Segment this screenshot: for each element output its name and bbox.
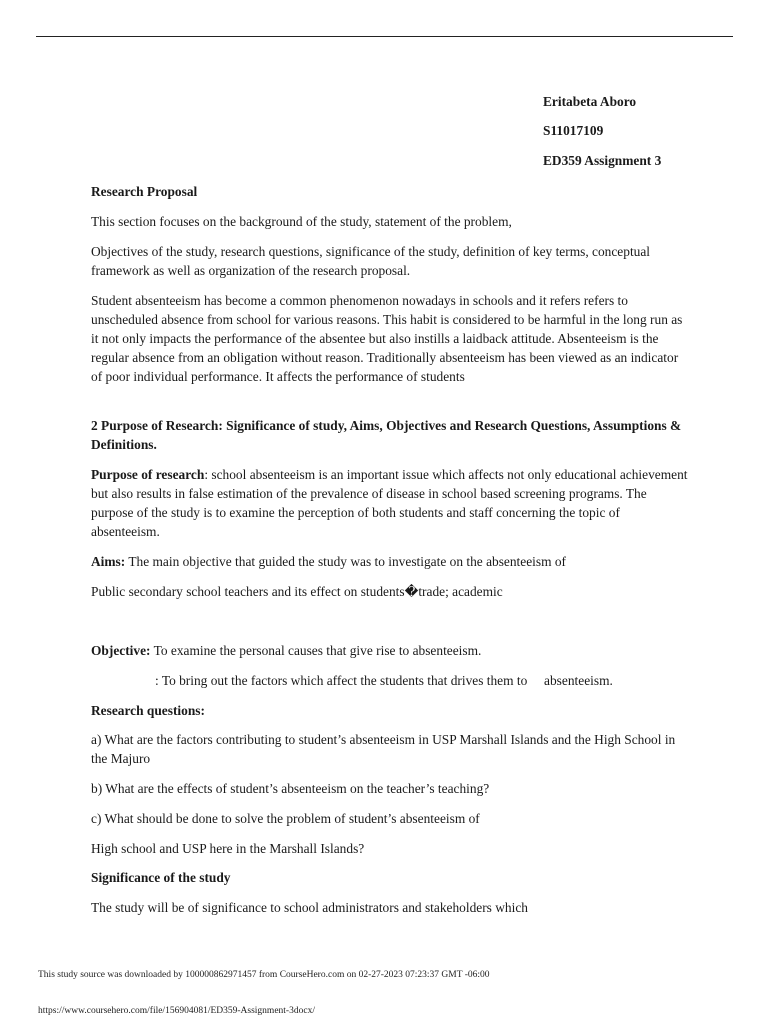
question-a: a) What are the factors contributing to student’s absenteeism in USP Marshall Islands and the High School in the Majuro (91, 732, 676, 766)
para-significance: The study will be of significance to school administrators and stakeholders which (91, 900, 528, 915)
heading-purpose: 2 Purpose of Research: Significance of study, Aims, Objectives and Research Questions, Assumptions & Definitions. (91, 418, 682, 452)
para-objectives: Objectives of the study, research questions, significance of the study, definition of key terms, conceptual framework as well as organization of the research proposal. (91, 244, 651, 278)
source-note: This study source was downloaded by 100000862971457 from CourseHero.com on 02-27-2023 07:23:37 GMT -06:00 (38, 970, 490, 980)
para-objective-2: : To bring out the factors which affect the students that drives them to absenteeism. (155, 673, 613, 688)
para-purpose (91, 465, 691, 541)
para-intro: This section focuses on the background of the study, statement of the problem, (91, 214, 512, 229)
author-name: Eritabeta Aboro (543, 94, 637, 109)
top-rule (36, 36, 733, 37)
student-id: S11017109 (543, 123, 604, 138)
heading-research-questions: Research questions: (91, 703, 205, 718)
heading-research-proposal: Research Proposal (91, 184, 198, 199)
aims-text: The main objective that guided the study was to investigate on the absenteeism of (125, 554, 567, 569)
question-b: b) What are the effects of student’s absenteeism on the teacher’s teaching? (91, 781, 490, 796)
question-c-cont: High school and USP here in the Marshall Islands? (91, 841, 365, 856)
para-objective (91, 641, 691, 660)
para-aims-cont: Public secondary school teachers and its effect on students�trade; academic (91, 584, 503, 599)
heading-significance: Significance of the study (91, 870, 231, 885)
objective-label: Objective: (91, 643, 151, 658)
para-aims (91, 552, 691, 571)
assignment-title: ED359 Assignment 3 (543, 153, 662, 168)
question-c: c) What should be done to solve the problem of student’s absenteeism of (91, 811, 480, 826)
aims-label: Aims: (91, 554, 126, 569)
objective-text: To examine the personal causes that give rise to absenteeism. (150, 643, 482, 658)
source-url[interactable]: https://www.coursehero.com/file/156904081/ED359-Assignment-3docx/ (38, 1006, 315, 1016)
purpose-label: Purpose of research (91, 467, 205, 482)
purpose-text: : school absenteeism is an important issue which affects not only educational achievement but also results in false estimation of the prevalence of disease in school based screening programs. The purpose of the study is to examine the perception of both students and staff concerning the topic of absenteeism. (91, 467, 688, 539)
para-absenteeism: Student absenteeism has become a common phenomenon nowadays in schools and it refers refers to unscheduled absence from school for various reasons. This habit is considered to be harmful in the long run as it not only impacts the performance of the absentee but also instills a laidback attitude. Absenteeism is the regular absence from an obligation without reason. Traditionally absenteeism has been viewed as an indicator of poor individual performance. It affects the performance of students (91, 293, 683, 384)
